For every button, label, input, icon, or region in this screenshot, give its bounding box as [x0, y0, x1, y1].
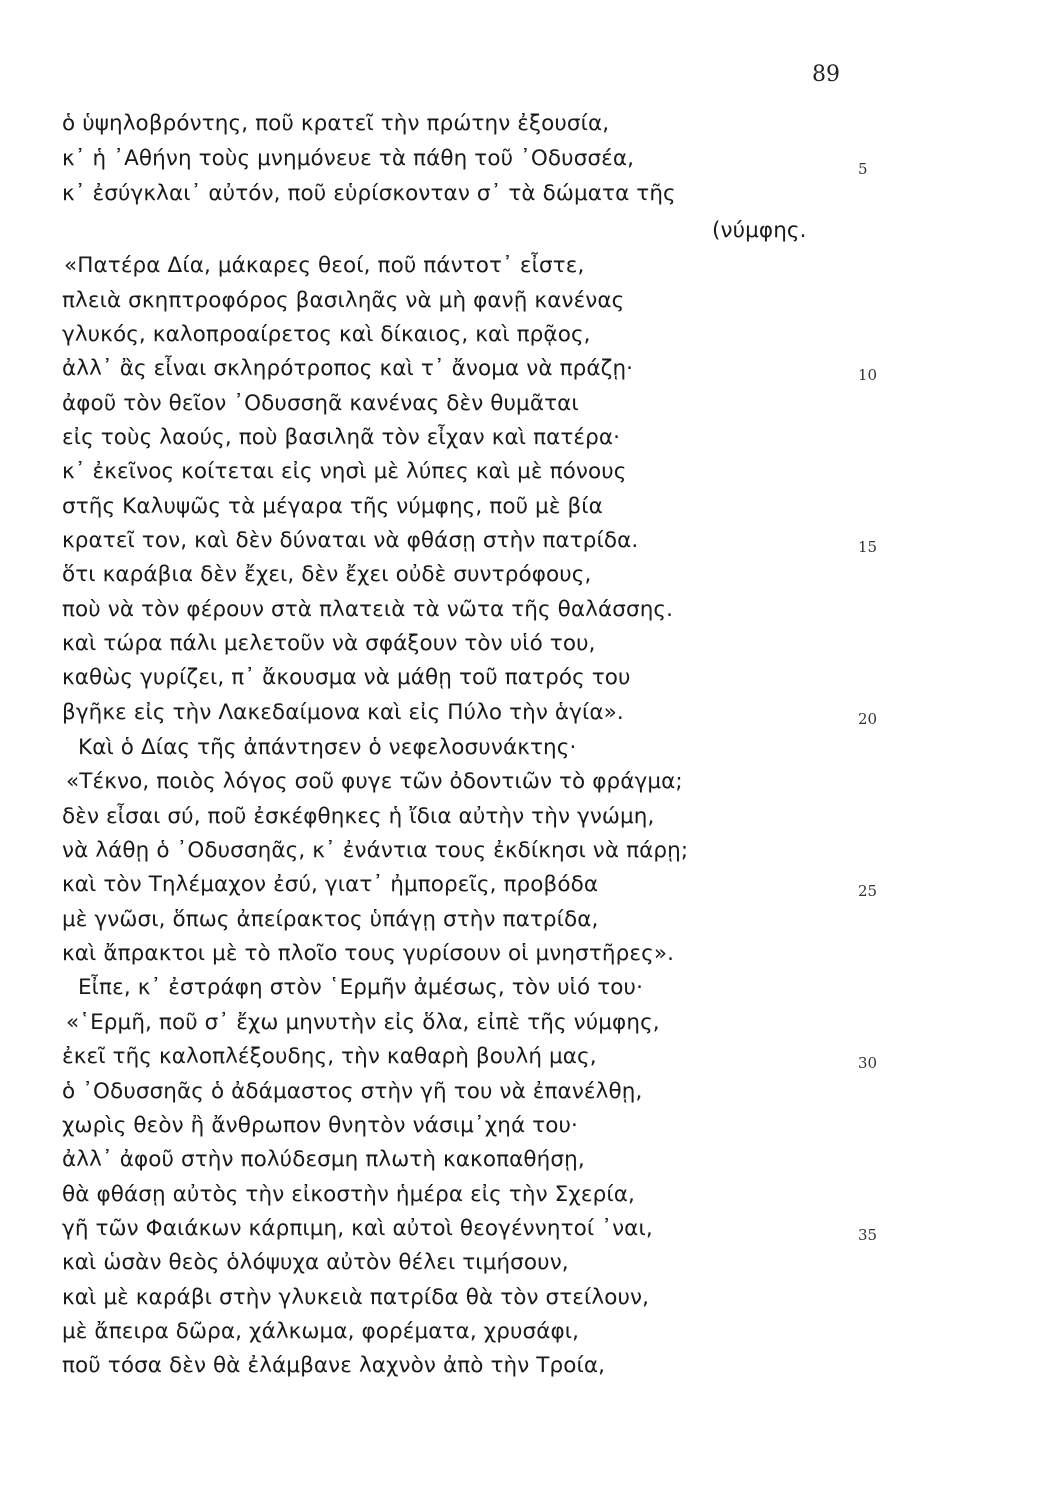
verse-line: νὰ λάθῃ ὁ ᾽Οδυσσηᾶς, κ᾽ ἐνάντια τους ἐκδίκησι νὰ πάρῃ; [62, 838, 689, 863]
verse-line: ἀλλ᾽ ἀφοῦ στὴν πολύδεσμη πλωτὴ κακοπαθήσῃ, [62, 1147, 585, 1172]
verse-line: καθὼς γυρίζει, π᾽ ἄκουσμα νὰ μάθῃ τοῦ πατρός του [62, 665, 631, 690]
verse-line: πλειὰ σκηπτροφόρος βασιληᾶς νὰ μὴ φανῇ κανένας [62, 288, 625, 313]
verse-line: κ᾽ ἐσύγκλαι᾽ αὐτόν, ποῦ εὑρίσκονταν σ᾽ τὰ δώματα τῆς [62, 181, 676, 206]
verse-line: καὶ τὸν Τηλέμαχον ἐσύ, γιατ᾽ ἠμπορεῖς, προβόδα [62, 872, 599, 897]
verse-line-continuation: (νύμφης. [712, 218, 807, 243]
verse-line: μὲ ἄπειρα δῶρα, χάλκωμα, φορέματα, χρυσάφι, [62, 1319, 580, 1344]
verse-line: γῆ τῶν Φαιάκων κάρπιμη, καὶ αὐτοὶ θεογέννητοί ᾽ναι, [62, 1216, 653, 1241]
verse-line: ἀφοῦ τὸν θεῖον ᾽Οδυσσηᾶ κανένας δὲν θυμᾶται [62, 391, 579, 416]
verse-line: κ᾽ ἡ ᾽Αθήνη τοὺς μνημόνευε τὰ πάθη τοῦ ᾽Οδυσσέα, [62, 146, 635, 171]
verse-line: εἰς τοὺς λαούς, ποὺ βασιληᾶ τὸν εἶχαν καὶ πατέρα· [62, 425, 621, 450]
verse-line: κ᾽ ἐκεῖνος κοίτεται εἰς νησὶ μὲ λύπες καὶ μὲ πόνους [62, 459, 627, 484]
verse-line: βγῆκε εἰς τὴν Λακεδαίμονα καὶ εἰς Πύλο τὴν ἁγία». [62, 700, 624, 725]
line-number: 20 [858, 710, 878, 728]
verse-line: ἀλλ᾽ ἂς εἶναι σκληρότροπος καὶ τ᾽ ἄνομα νὰ πράζῃ· [62, 356, 634, 381]
verse-line: Εἶπε, κ᾽ ἐστράφη στὸν ῾Ερμῆν ἀμέσως, τὸν υἱό του· [78, 975, 644, 1000]
verse-line: κρατεῖ τον, καὶ δὲν δύναται νὰ φθάσῃ στὴν πατρίδα. [62, 528, 639, 553]
verse-line: δὲν εἶσαι σύ, ποῦ ἐσκέφθηκες ἡ ἴδια αὐτὴν τὴν γνώμη, [62, 804, 655, 829]
line-number: 5 [858, 160, 868, 178]
verse-line: στῆς Καλυψῶς τὰ μέγαρα τῆς νύμφης, ποῦ μὲ βία [62, 494, 603, 519]
verse-line: μὲ γνῶσι, ὅπως ἀπείρακτος ὑπάγῃ στὴν πατρίδα, [62, 907, 599, 932]
verse-line: ἐκεῖ τῆς καλοπλέξουδης, τὴν καθαρὴ βουλή μας, [62, 1044, 597, 1069]
verse-line: Καὶ ὁ Δίας τῆς ἀπάντησεν ὁ νεφελοσυνάκτης· [78, 735, 577, 760]
verse-line: γλυκός, καλοπροαίρετος καὶ δίκαιος, καὶ πρᾷος, [62, 322, 591, 347]
verse-line: θὰ φθάσῃ αὐτὸς τὴν εἰκοστὴν ἡμέρα εἰς τὴν Σχερία, [62, 1182, 635, 1207]
verse-line: ὅτι καράβια δὲν ἔχει, δὲν ἔχει οὐδὲ συντρόφους, [62, 562, 592, 587]
verse-line: ὁ ὑψηλοβρόντης, ποῦ κρατεῖ τὴν πρώτην ἐξουσία, [62, 111, 610, 136]
verse-line: «Πατέρα Δία, μάκαρες θεοί, ποῦ πάντοτ᾽ εἶστε, [64, 253, 585, 278]
line-number: 35 [858, 1226, 878, 1244]
verse-line: καὶ τώρα πάλι μελετοῦν νὰ σφάξουν τὸν υἱό του, [62, 631, 596, 656]
line-number: 15 [858, 538, 878, 556]
line-number: 25 [858, 882, 878, 900]
verse-line: ποὺ νὰ τὸν φέρουν στὰ πλατειὰ τὰ νῶτα τῆς θαλάσσης. [62, 597, 674, 622]
verse-line: καὶ ὡσὰν θεὸς ὁλόψυχα αὐτὸν θέλει τιμήσουν, [62, 1250, 569, 1275]
page-number: 89 [812, 62, 840, 87]
verse-line: ποῦ τόσα δὲν θὰ ἐλάμβανε λαχνὸν ἀπὸ τὴν Τροία, [62, 1353, 606, 1378]
verse-line: «Τέκνο, ποιὸς λόγος σοῦ φυγε τῶν ὀδοντιῶν τὸ φράγμα; [66, 769, 683, 794]
line-number: 10 [858, 366, 878, 384]
verse-line: καὶ μὲ καράβι στὴν γλυκειὰ πατρίδα θὰ τὸν στείλουν, [62, 1285, 650, 1310]
verse-line: «῾Ερμῆ, ποῦ σ᾽ ἔχω μηνυτὴν εἰς ὅλα, εἰπὲ τῆς νύμφης, [66, 1010, 660, 1035]
verse-line: χωρὶς θεὸν ἢ ἄνθρωπον θνητὸν νάσιμ᾽χηά του· [62, 1113, 578, 1138]
verse-line: καὶ ἄπρακτοι μὲ τὸ πλοῖο τους γυρίσουν οἱ μνηστῆρες». [62, 941, 675, 966]
verse-line: ὁ ᾽Οδυσσηᾶς ὁ ἀδάμαστος στὴν γῆ του νὰ ἐπανέλθῃ, [62, 1079, 643, 1104]
line-number: 30 [858, 1054, 878, 1072]
